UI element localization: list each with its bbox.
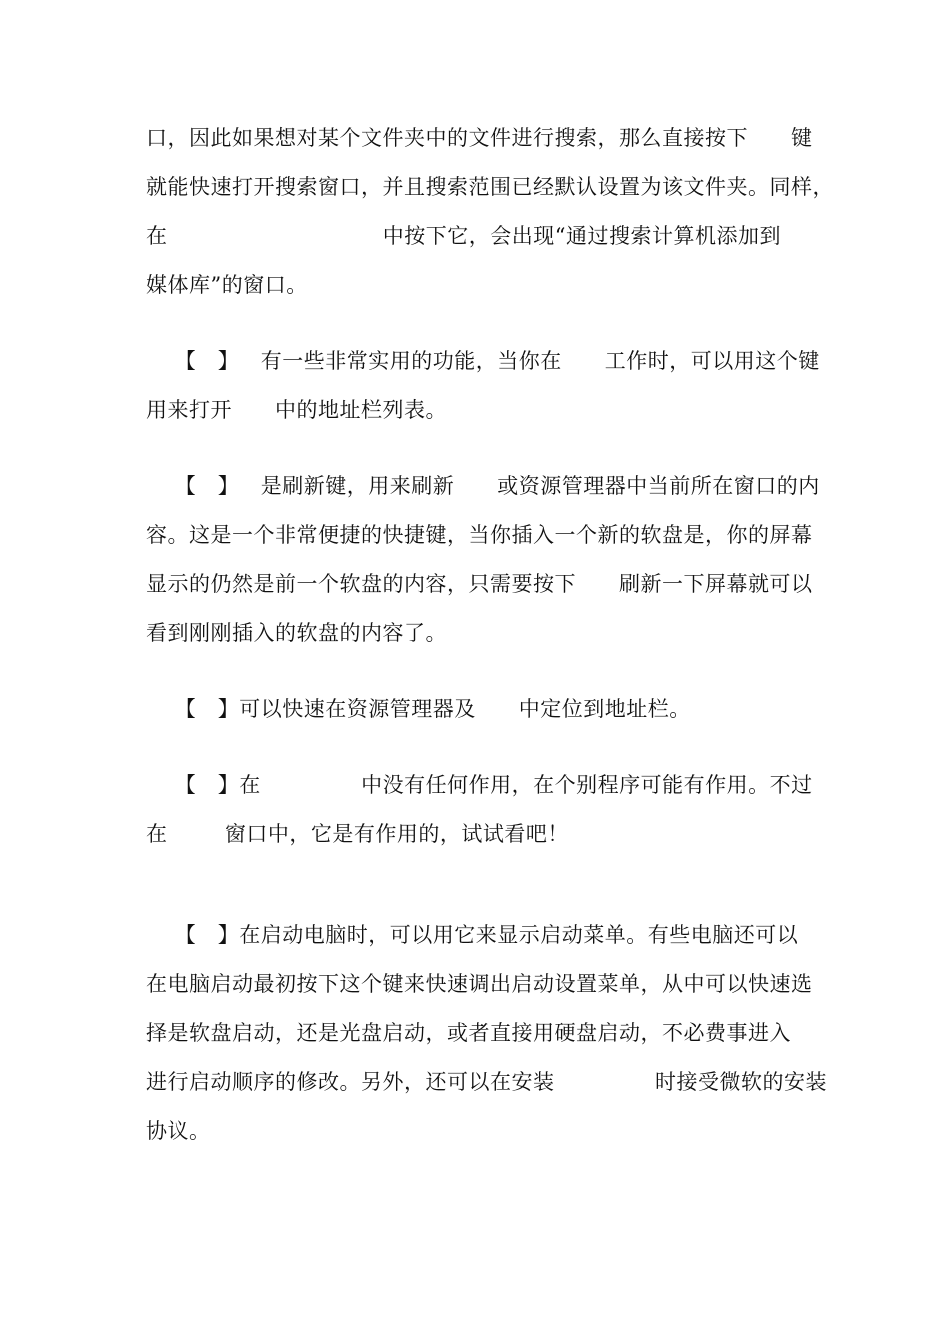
text-line: 口，因此如果想对某个文件夹中的文件进行搜索，那么直接按下 键 xyxy=(146,126,813,150)
text-line: 【 】可以快速在资源管理器及 中定位到地址栏。 xyxy=(146,697,691,721)
text-line: 【 】 是刷新键，用来刷新 或资源管理器中当前所在窗口的内 xyxy=(146,474,820,498)
text-line: 【 】在 中没有任何作用，在个别程序可能有作用。不过 xyxy=(146,773,813,797)
text-line: 媒体库”的窗口。 xyxy=(146,273,308,297)
text-line: 在 窗口中，它是有作用的，试试看吧！ xyxy=(146,822,569,846)
text-line: 用来打开 中的地址栏列表。 xyxy=(146,398,448,422)
text-line: 在电脑启动最初按下这个键来快速调出启动设置菜单，从中可以快速选 xyxy=(146,972,813,996)
text-line: 在 中按下它，会出现“通过搜索计算机添加到 xyxy=(146,224,781,248)
text-line: 【 】 有一些非常实用的功能，当你在 工作时，可以用这个键 xyxy=(146,349,820,373)
text-line: 择是软盘启动，还是光盘启动，或者直接用硬盘启动，不必费事进入 xyxy=(146,1021,791,1045)
text-line: 协议。 xyxy=(146,1119,211,1143)
text-line: 容。这是一个非常便捷的快捷键，当你插入一个新的软盘是，你的屏幕 xyxy=(146,523,813,547)
text-line: 就能快速打开搜索窗口，并且搜索范围已经默认设置为该文件夹。同样， xyxy=(146,175,834,199)
text-line: 【 】在启动电脑时，可以用它来显示启动菜单。有些电脑还可以 xyxy=(146,923,799,947)
text-line: 看到刚刚插入的软盘的内容了。 xyxy=(146,621,447,645)
text-line: 显示的仍然是前一个软盘的内容，只需要按下 刷新一下屏幕就可以 xyxy=(146,572,813,596)
text-line: 进行启动顺序的修改。另外，还可以在安装 时接受微软的安装 xyxy=(146,1070,827,1094)
